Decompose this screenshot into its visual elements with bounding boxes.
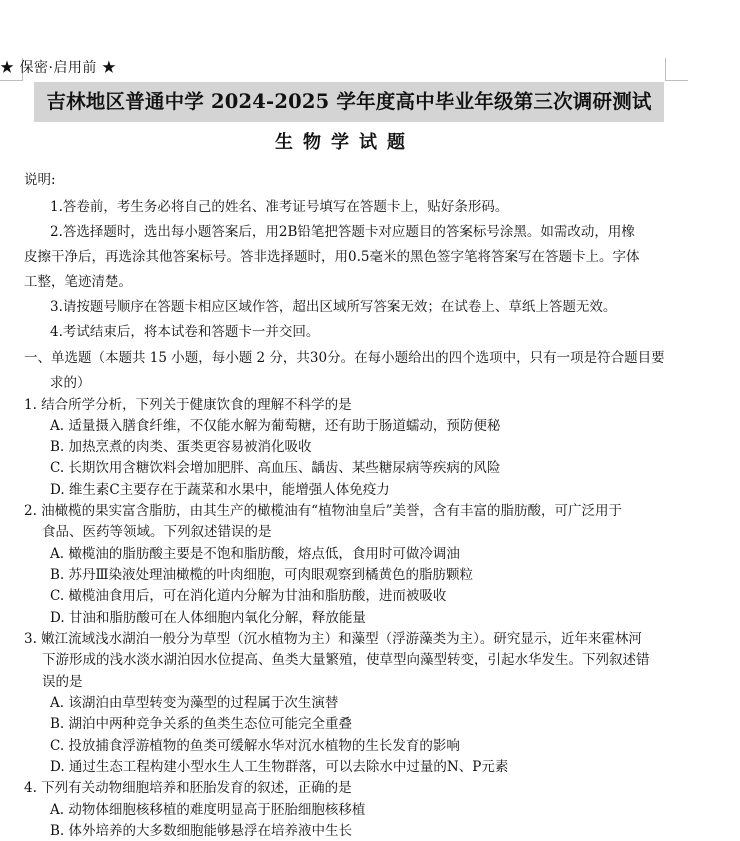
question-option: C. 橄榄油食用后，可在消化道内分解为甘油和脂肪酸，进而被吸收 — [50, 588, 447, 604]
question-option: A. 适量摄入膳食纤维，不仅能水解为葡萄糖，还有助于肠道蠕动，预防便秘 — [50, 418, 501, 434]
question-option: C. 投放捕食浮游植物的鱼类可缓解水华对沉水植物的生长发育的影响 — [50, 738, 460, 754]
question-stem-cont: 食品、医药等领域。下列叙述错误的是 — [42, 524, 272, 540]
question-option: D. 通过生态工程构建小型水生人工生物群落，可以去除水中过量的N、P元素 — [50, 759, 509, 775]
instruction-item: 工整，笔迹清楚。 — [24, 274, 132, 290]
question-option: B. 苏丹Ⅲ染液处理油橄榄的叶肉细胞，可肉眼观察到橘黄色的脂肪颗粒 — [50, 567, 474, 583]
crop-mark-right — [665, 58, 688, 81]
question-option: B. 体外培养的大多数细胞能够悬浮在培养液中生长 — [50, 823, 353, 839]
question-option: A. 动物体细胞核移植的难度明显高于胚胎细胞核移植 — [50, 802, 366, 818]
subject-title: 生物学试题 — [275, 132, 415, 153]
question-option: A. 该湖泊由草型转变为藻型的过程属于次生演替 — [50, 695, 339, 711]
instruction-item: 皮擦干净后，再选涂其他答案标号。答非选择题时，用0.5毫米的黑色签字笔将答案写在答题卡上。字体 — [24, 249, 640, 265]
instruction-item: 3.请按题号顺序在答题卡相应区域作答，超出区域所写答案无效；在试卷上、草纸上答题无效。 — [50, 299, 617, 315]
instructions-label: 说明: — [24, 172, 56, 188]
question-option: C. 长期饮用含糖饮料会增加肥胖、高血压、龋齿、某些糖尿病等疾病的风险 — [50, 460, 501, 476]
question-stem-cont: 误的是 — [42, 674, 83, 690]
instruction-item: 1.答卷前，考生务必将自己的姓名、准考证号填写在答题卡上，贴好条形码。 — [50, 199, 509, 215]
section-heading: 一、单选题（本题共 15 小题，每小题 2 分，共30分。在每小题给出的四个选项中，只有一项是符合题目要 — [24, 350, 665, 366]
question-option: A. 橄榄油的脂肪酸主要是不饱和脂肪酸，熔点低，食用时可做冷调油 — [50, 546, 460, 562]
question-stem-cont: 下游形成的浅水淡水湖泊因水位提高、鱼类大量繁殖，使草型向藻型转变，引起水华发生。下列叙述错 — [42, 652, 650, 668]
question-option: B. 湖泊中两种竞争关系的鱼类生态位可能完全重叠 — [50, 716, 353, 732]
question-stem: 2. 油橄榄的果实富含脂肪，由其生产的橄榄油有“植物油皇后”美誉，含有丰富的脂肪酸，可广泛用于 — [24, 503, 622, 519]
confidential-label: ★ 保密·启用前 ★ — [0, 60, 117, 76]
question-option: D. 维生素C主要存在于蔬菜和水果中，能增强人体免疫力 — [50, 482, 390, 498]
question-stem: 3. 嫩江流域浅水湖泊一般分为草型（沉水植物为主）和藻型（浮游藻类为主）。研究显示，近年来霍林河 — [24, 631, 642, 647]
instruction-item: 4.考试结束后，将本试卷和答题卡一并交回。 — [50, 324, 320, 340]
question-stem: 1. 结合所学分析，下列关于健康饮食的理解不科学的是 — [24, 397, 352, 413]
section-heading-cont: 求的） — [50, 375, 91, 391]
question-option: D. 甘油和脂肪酸可在人体细胞内氧化分解，释放能量 — [50, 610, 366, 626]
question-stem: 4. 下列有关动物细胞培养和胚胎发育的叙述，正确的是 — [24, 780, 352, 796]
instruction-item: 2.答选择题时，选出每小题答案后，用2B铅笔把答题卡对应题目的答案标号涂黑。如需改动，用橡 — [50, 224, 635, 240]
exam-title: 吉林地区普通中学 2024-2025 学年度高中毕业年级第三次调研测试 — [46, 90, 652, 113]
question-option: B. 加热烹煮的肉类、蛋类更容易被消化吸收 — [50, 439, 312, 455]
